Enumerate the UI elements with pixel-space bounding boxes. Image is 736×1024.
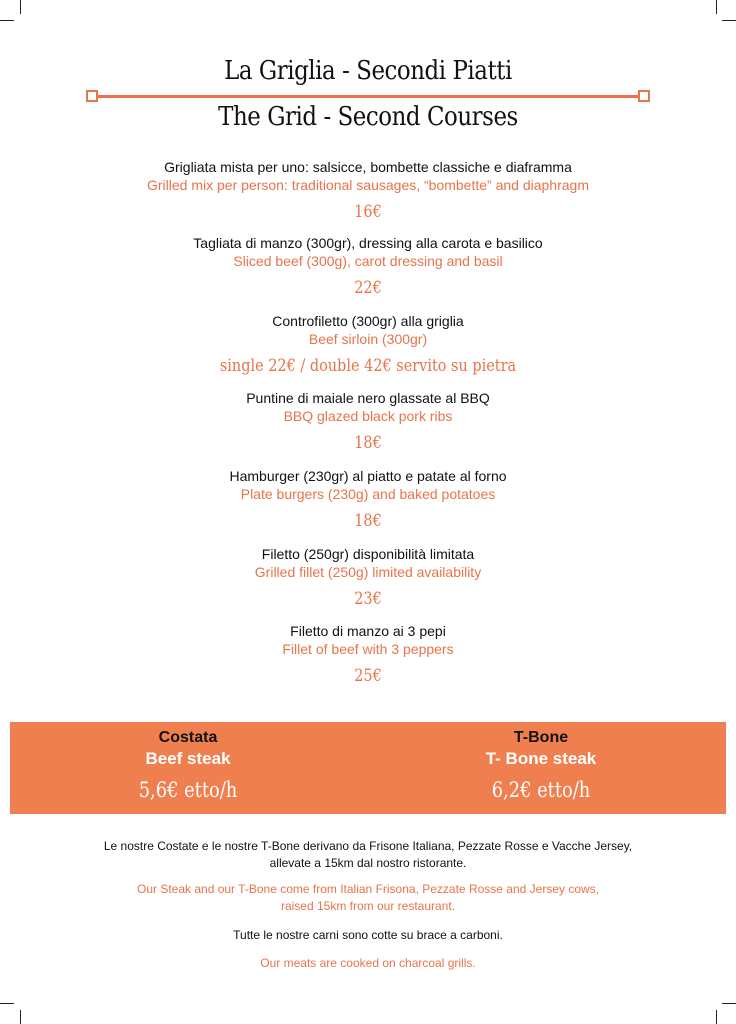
dish-name-en: Sliced beef (300g), carot dressing and basil xyxy=(233,253,503,269)
crop-mark xyxy=(716,0,717,14)
menu-item xyxy=(0,158,736,224)
dish-name-en: Plate burgers (230g) and baked potatoes xyxy=(240,486,496,502)
crop-mark xyxy=(716,1010,717,1024)
steak-band xyxy=(10,722,726,814)
dish-price: 23€ xyxy=(354,589,382,609)
cut-name-it: Costata xyxy=(158,729,218,746)
menu-item xyxy=(0,312,736,378)
cooking-note-en: Our meats are cooked on charcoal grills. xyxy=(260,956,476,970)
cooking-note-it: Tutte le nostre carni sono cotte su brace a carboni. xyxy=(233,928,503,942)
cut-price: 6,2€ etto/h xyxy=(491,778,591,802)
dish-name-en: Fillet of beef with 3 peppers xyxy=(282,641,454,657)
origin-note-en-line: Our Steak and our T-Bone come from Italian Frisona, Pezzate Rosse and Jersey cows, xyxy=(137,882,599,896)
origin-note-it-line: allevate a 15km dal nostro ristorante. xyxy=(269,856,467,870)
dish-price: single 22€ / double 42€ servito su pietra xyxy=(219,356,517,376)
dish-name-en: BBQ glazed black pork ribs xyxy=(283,408,453,424)
dish-price: 18€ xyxy=(354,511,382,531)
origin-note-it-line: Le nostre Costate e le nostre T-Bone derivano da Frisone Italiana, Pezzate Rosse e Vacche Jersey, xyxy=(103,839,633,853)
dish-name-it: Grigliata mista per uno: salsicce, bombette classiche e diaframma xyxy=(164,159,572,175)
dish-name-it: Puntine di maiale nero glassate al BBQ xyxy=(246,390,490,406)
dish-name-it: Filetto (250gr) disponibilità limitata xyxy=(261,546,475,562)
cut-costata xyxy=(88,728,288,802)
cut-name-en: T- Bone steak xyxy=(485,749,597,768)
crop-mark xyxy=(0,1003,14,1004)
title-divider xyxy=(86,90,650,102)
origin-note-en xyxy=(0,881,736,915)
menu-item xyxy=(0,234,736,300)
crop-mark xyxy=(20,0,21,14)
dish-name-it: Controfiletto (300gr) alla griglia xyxy=(272,313,464,329)
origin-note-en-line: raised 15km from our restaurant. xyxy=(280,899,456,913)
page-subtitle: The Grid - Second Courses xyxy=(218,102,518,132)
dish-price: 22€ xyxy=(354,278,382,298)
dish-price: 18€ xyxy=(354,433,382,453)
cut-price: 5,6€ etto/h xyxy=(138,778,238,802)
cut-name-it: T-Bone xyxy=(513,729,569,746)
cut-name-en: Beef steak xyxy=(145,749,231,768)
dish-name-it: Hamburger (230gr) al piatto e patate al forno xyxy=(229,468,507,484)
dish-name-it: Tagliata di manzo (300gr), dressing alla carota e basilico xyxy=(193,235,543,251)
origin-note-it xyxy=(0,838,736,872)
menu-item xyxy=(0,467,736,533)
crop-mark xyxy=(0,20,14,21)
dish-price: 25€ xyxy=(354,666,382,686)
menu-item xyxy=(0,622,736,688)
crop-mark xyxy=(20,1010,21,1024)
dish-name-it: Filetto di manzo ai 3 pepi xyxy=(290,623,446,639)
cut-tbone xyxy=(431,728,651,802)
menu-item xyxy=(0,545,736,611)
crop-mark xyxy=(722,1003,736,1004)
menu-item xyxy=(0,389,736,455)
dish-name-en: Grilled mix per person: traditional sausages, “bombette” and diaphragm xyxy=(146,177,589,193)
dish-name-en: Beef sirloin (300gr) xyxy=(308,331,428,347)
crop-mark xyxy=(722,20,736,21)
dish-name-en: Grilled fillet (250g) limited availability xyxy=(254,564,482,580)
dish-price: 16€ xyxy=(354,202,382,222)
page-title: La Griglia - Secondi Piatti xyxy=(224,56,512,86)
